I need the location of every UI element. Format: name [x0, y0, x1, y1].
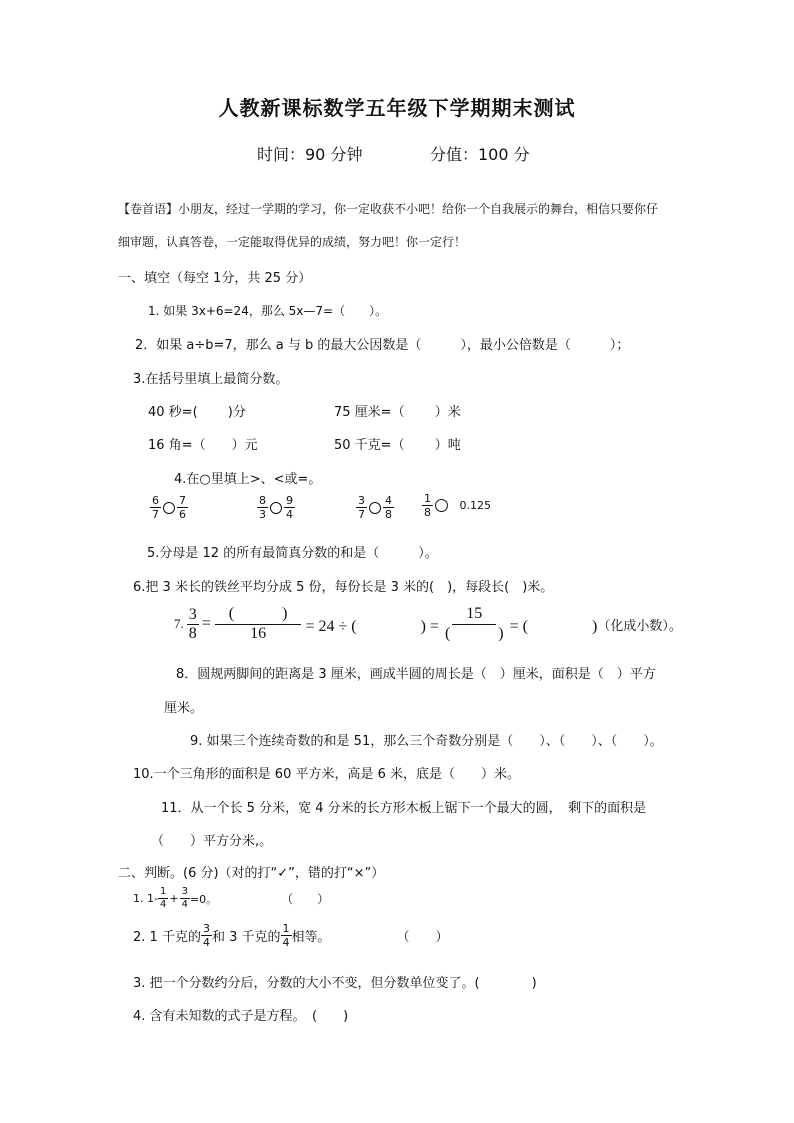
exam-time: 时间：90 分钟: [257, 145, 363, 164]
judgment-2: 2. 1 千克的 $\frac{3}{4}$ 和 3 千克的 $\frac{1}{4}$ 相等。 （ ）: [133, 922, 449, 949]
compare-4: $\frac{1}{8}$ 0.125: [424, 492, 491, 519]
question-3b: 75 厘米=（ ）米: [334, 405, 461, 420]
page-title: 人教新课标数学五年级下学期期末测试: [218, 96, 576, 120]
question-3a: 40 秒=( )分: [148, 405, 246, 420]
question-7: 7. $\frac{3}{8}$ = $\frac{( )}{16}$ = 24 ÷ ( ) = $\frac{15}{( )}$ = ( ) （化成小数）。: [174, 605, 682, 642]
question-3c: 16 角=（ ）元: [148, 438, 258, 453]
question-2: 2．如果 a÷b=7，那么 a 与 b 的最大公因数是（ ），最小公倍数是（ ）；: [135, 338, 630, 353]
intro-line-1: 【卷首语】小朋友，经过一学期的学习，你一定收获不小吧！给你一个自我展示的舞台，相信只要你仔: [118, 202, 659, 216]
intro-line-2: 细审题，认真答卷，一定能取得优异的成绩，努力吧！你一定行！: [118, 235, 467, 249]
compare-circle[interactable]: [369, 502, 381, 514]
question-8-line-2: 厘米。: [164, 701, 204, 716]
section-1-heading: 一、填空（每空 1分，共 25 分）: [118, 271, 312, 286]
exam-score: 分值：100 分: [430, 145, 530, 164]
question-4: 4.在○里填上>、<或=。: [174, 472, 322, 487]
question-3: 3.在括号里填上最简分数。: [133, 372, 289, 387]
question-5: 5.分母是 12 的所有最简真分数的和是（ ）。: [147, 546, 438, 561]
question-1: 1. 如果 3x+6=24，那么 5x—7=（ ）。: [148, 304, 388, 318]
question-11-line-2: （ ）平方分米,。: [151, 834, 273, 849]
compare-circle[interactable]: [270, 502, 282, 514]
section-2-heading: 二、判断。(6 分)（对的打“✓”，错的打“×”）: [118, 866, 385, 881]
question-6: 6.把 3 米长的铁丝平均分成 5 份，每份长是 3 米的( )，每段长( )米。: [133, 580, 554, 595]
question-3d: 50 千克=（ ）吨: [334, 438, 461, 453]
question-10: 10.一个三角形的面积是 60 平方米，高是 6 米，底是（ ）米。: [133, 767, 521, 782]
compare-circle[interactable]: [435, 499, 448, 512]
compare-circle[interactable]: [163, 502, 175, 514]
question-8-line-1: 8．圆规两脚间的距离是 3 厘米，画成半圆的周长是（ ）厘米，面积是（ ）平方: [176, 667, 656, 682]
judgment-3: 3. 把一个分数约分后，分数的大小不变，但分数单位变了。( ): [133, 976, 537, 991]
judgment-1: 1. 1- $\frac{1}{4}$ + $\frac{3}{4}$ =0。 （ ）: [133, 886, 330, 910]
question-9: 9. 如果三个连续奇数的和是 51，那么三个奇数分别是（ ）、（ ）、（ ）。: [190, 734, 663, 749]
question-11-line-1: 11．从一个长 5 分米，宽 4 分米的长方形木板上锯下一个最大的圆， 剩下的面积是: [161, 801, 647, 816]
compare-2: $\frac{8}{3}$ $\frac{9}{4}$: [259, 494, 293, 521]
judgment-4: 4. 含有未知数的式子是方程。 ( ): [133, 1009, 349, 1024]
compare-3: $\frac{3}{7}$ $\frac{4}{8}$: [358, 494, 392, 521]
compare-1: $\frac{6}{7}$ $\frac{7}{6}$: [152, 494, 186, 521]
